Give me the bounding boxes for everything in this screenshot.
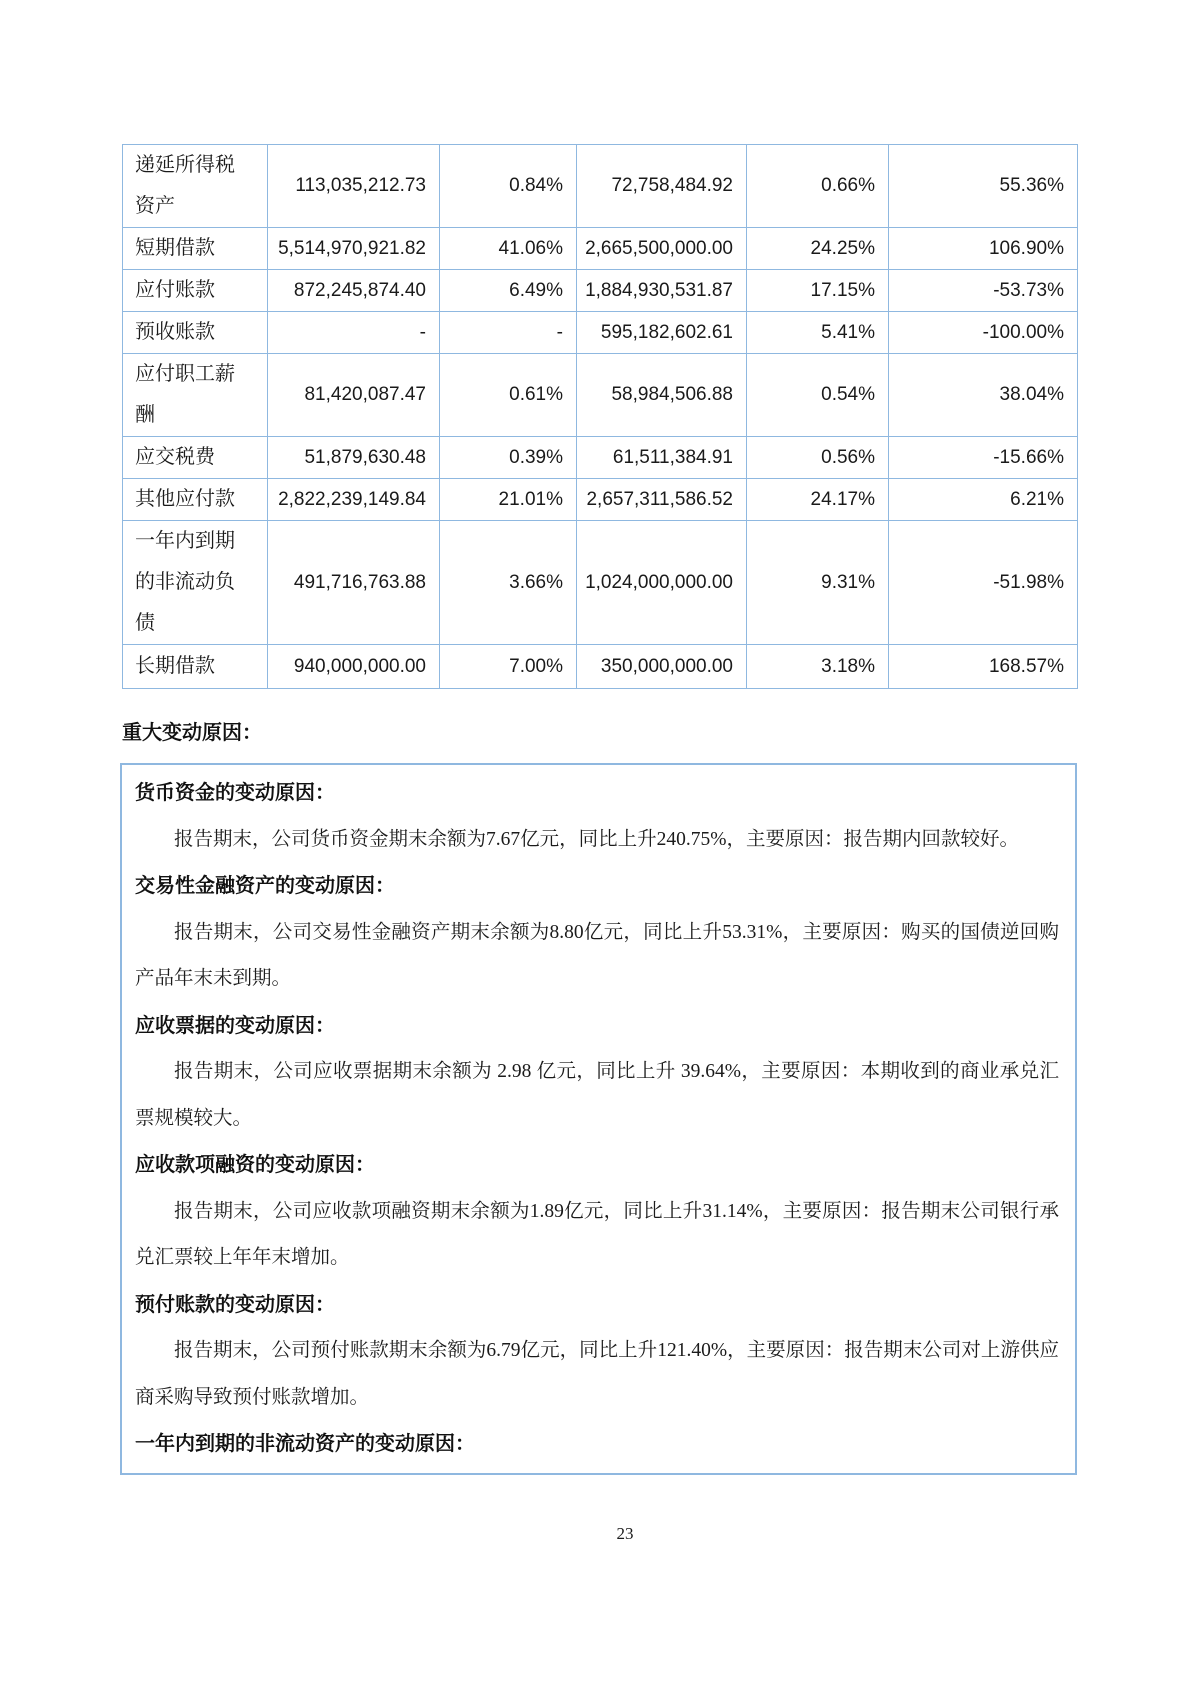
reason-paragraph: 报告期末，公司预付账款期末余额为6.79亿元，同比上升121.40%，主要原因：报告期末公司对上游供应商采购导致预付账款增加。 — [135, 1340, 1059, 1408]
change-percentage: 106.90% — [889, 228, 1078, 270]
amount-prior-period: 1,884,930,531.87 — [577, 270, 747, 312]
amount-current-period: 940,000,000.00 — [268, 645, 440, 689]
amount-prior-period: 61,511,384.91 — [577, 437, 747, 479]
amount-prior-period: 595,182,602.61 — [577, 312, 747, 354]
amount-current-period: 2,822,239,149.84 — [268, 479, 440, 521]
amount-prior-period: 72,758,484.92 — [577, 145, 747, 228]
ratio-current-period: 3.66% — [440, 521, 577, 645]
ratio-current-period: 6.49% — [440, 270, 577, 312]
reason-paragraph: 报告期末，公司应收票据期末余额为 2.98 亿元，同比上升 39.64%，主要原因：本期收到的商业承兑汇票规模较大。 — [135, 1061, 1059, 1129]
amount-current-period: 872,245,874.40 — [268, 270, 440, 312]
change-percentage: 55.36% — [889, 145, 1078, 228]
ratio-prior-period: 9.31% — [747, 521, 889, 645]
reason-heading: 一年内到期的非流动资产的变动原因： — [135, 1433, 475, 1455]
amount-current-period: 113,035,212.73 — [268, 145, 440, 228]
ratio-prior-period: 0.56% — [747, 437, 889, 479]
table-row — [123, 521, 1078, 645]
ratio-prior-period: 17.15% — [747, 270, 889, 312]
change-percentage: -100.00% — [889, 312, 1078, 354]
ratio-prior-period: 0.66% — [747, 145, 889, 228]
row-label: 应交税费 — [123, 437, 268, 479]
amount-current-period: - — [268, 312, 440, 354]
table-row — [123, 145, 1078, 228]
ratio-current-period: 41.06% — [440, 228, 577, 270]
amount-prior-period: 1,024,000,000.00 — [577, 521, 747, 645]
reason-heading: 应收票据的变动原因： — [135, 1014, 335, 1037]
amount-prior-period: 350,000,000.00 — [577, 645, 747, 689]
row-label: 应付职工薪酬 — [123, 354, 268, 437]
section-title: 重大变动原因： — [122, 722, 262, 744]
reason-paragraph: 报告期末，公司货币资金期末余额为7.67亿元，同比上升240.75%，主要原因：报告期内回款较好。 — [174, 828, 1019, 850]
change-percentage: -51.98% — [889, 521, 1078, 645]
amount-current-period: 5,514,970,921.82 — [268, 228, 440, 270]
reason-paragraph: 报告期末，公司应收款项融资期末余额为1.89亿元，同比上升31.14%，主要原因：报告期末公司银行承兑汇票较上年年末增加。 — [135, 1200, 1059, 1268]
amount-current-period: 51,879,630.48 — [268, 437, 440, 479]
table-row — [123, 270, 1078, 312]
table-row — [123, 312, 1078, 354]
row-label: 其他应付款 — [123, 479, 268, 521]
table-row — [123, 645, 1078, 689]
ratio-prior-period: 24.17% — [747, 479, 889, 521]
row-label: 短期借款 — [123, 228, 268, 270]
row-label: 长期借款 — [123, 645, 268, 689]
table-row — [123, 228, 1078, 270]
financial-changes-table — [122, 144, 1078, 689]
reason-heading: 货币资金的变动原因： — [135, 782, 335, 804]
ratio-current-period: - — [440, 312, 577, 354]
ratio-current-period: 7.00% — [440, 645, 577, 689]
table-row — [123, 479, 1078, 521]
ratio-prior-period: 5.41% — [747, 312, 889, 354]
reason-heading: 应收款项融资的变动原因： — [135, 1154, 375, 1176]
ratio-prior-period: 3.18% — [747, 645, 889, 689]
ratio-current-period: 0.61% — [440, 354, 577, 437]
row-label: 应付账款 — [123, 270, 268, 312]
change-percentage: -53.73% — [889, 270, 1078, 312]
ratio-current-period: 0.39% — [440, 437, 577, 479]
amount-current-period: 491,716,763.88 — [268, 521, 440, 645]
change-percentage: -15.66% — [889, 437, 1078, 479]
reason-heading: 交易性金融资产的变动原因： — [135, 875, 395, 897]
change-percentage: 6.21% — [889, 479, 1078, 521]
ratio-prior-period: 24.25% — [747, 228, 889, 270]
page-number: 23 — [616, 1524, 634, 1543]
reason-paragraph: 报告期末，公司交易性金融资产期末余额为8.80亿元，同比上升53.31%，主要原因：购买的国债逆回购产品年末未到期。 — [135, 921, 1059, 989]
row-label: 一年内到期的非流动负债 — [123, 521, 268, 645]
change-percentage: 38.04% — [889, 354, 1078, 437]
row-label: 递延所得税资产 — [123, 145, 268, 228]
ratio-prior-period: 0.54% — [747, 354, 889, 437]
amount-prior-period: 58,984,506.88 — [577, 354, 747, 437]
table-row — [123, 437, 1078, 479]
table-row — [123, 354, 1078, 437]
reasons-box — [120, 763, 1077, 1475]
row-label: 预收账款 — [123, 312, 268, 354]
amount-prior-period: 2,657,311,586.52 — [577, 479, 747, 521]
change-percentage: 168.57% — [889, 645, 1078, 689]
reason-heading: 预付账款的变动原因： — [135, 1293, 335, 1316]
ratio-current-period: 0.84% — [440, 145, 577, 228]
amount-current-period: 81,420,087.47 — [268, 354, 440, 437]
ratio-current-period: 21.01% — [440, 479, 577, 521]
amount-prior-period: 2,665,500,000.00 — [577, 228, 747, 270]
